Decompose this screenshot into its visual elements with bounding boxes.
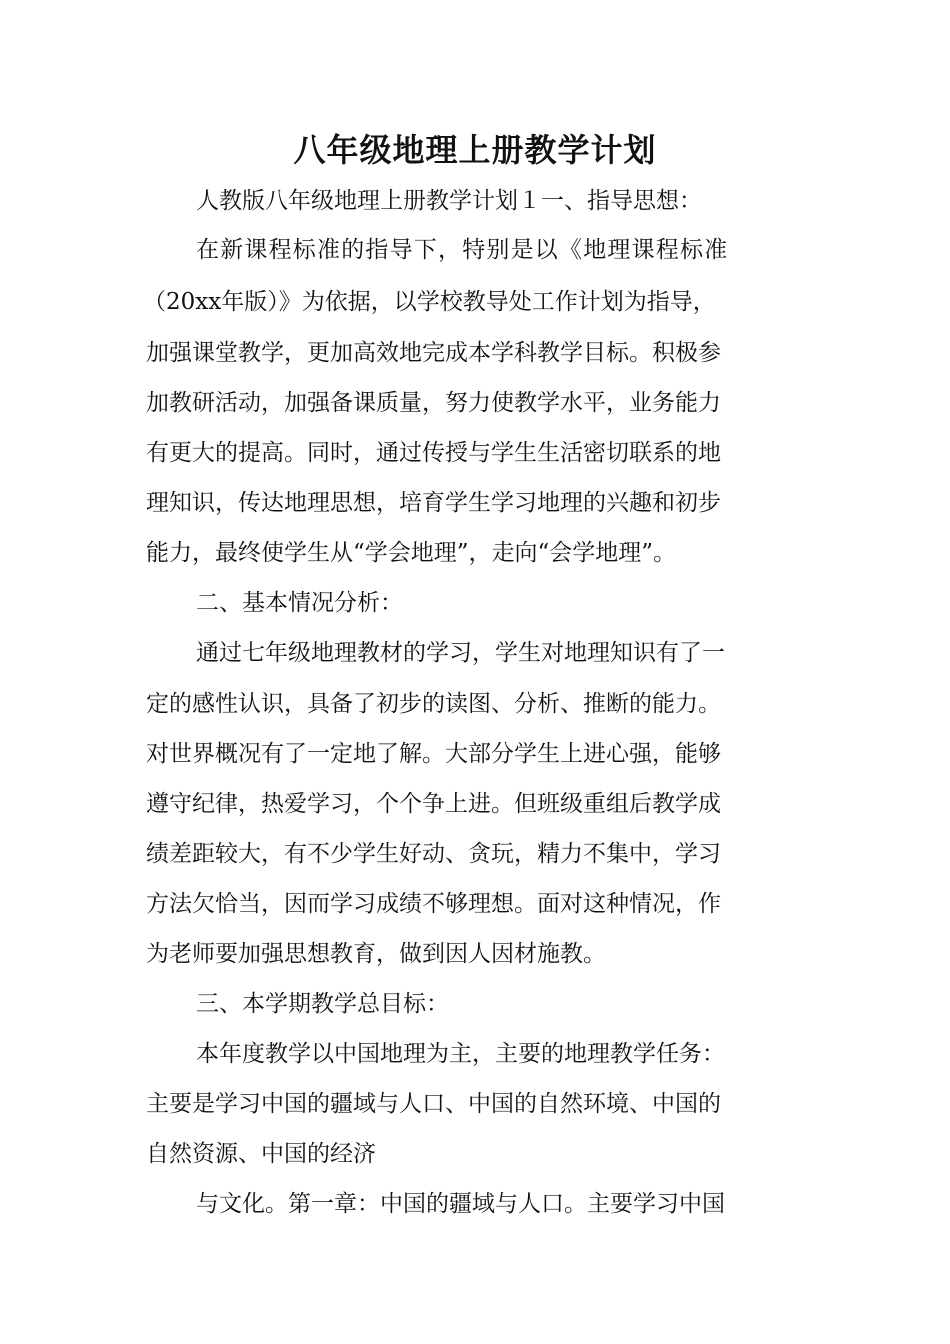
paragraph-line: 人教版八年级地理上册教学计划１一、指导思想： — [196, 188, 702, 214]
paragraph-line: 本年度教学以中国地理为主，主要的地理教学任务： — [196, 1041, 725, 1067]
paragraph-line: 与文化。第一章：中国的疆域与人口。主要学习中国 — [196, 1191, 725, 1217]
paragraph-line: 绩差距较大，有不少学生好动、贪玩，精力不集中，学习 — [146, 841, 721, 867]
paragraph-line: 理知识，传达地理思想，培育学生学习地理的兴趣和初步 — [146, 490, 721, 516]
paragraph-line: 加教研活动，加强备课质量，努力使教学水平，业务能力 — [146, 390, 721, 416]
paragraph-line: 主要是学习中国的疆域与人口、中国的自然环境、中国的 — [146, 1091, 721, 1117]
paragraph-line: 加强课堂教学，更加高效地完成本学科教学目标。积极参 — [146, 340, 721, 366]
paragraph-line: 方法欠恰当，因而学习成绩不够理想。面对这种情况，作 — [146, 891, 721, 917]
paragraph-line: 遵守纪律，热爱学习，个个争上进。但班级重组后教学成 — [146, 791, 721, 817]
paragraph-line: （20xx年版）》为依据，以学校教导处工作计划为指导， — [143, 289, 716, 315]
paragraph-line: 自然资源、中国的经济 — [146, 1141, 376, 1167]
section-heading: 三、本学期教学总目标： — [196, 991, 449, 1017]
paragraph-line: 能力，最终使学生从“学会地理”，走向“会学地理”。 — [146, 540, 677, 566]
document-title: 八年级地理上册教学计划 — [293, 131, 657, 169]
section-heading: 二、基本情况分析： — [196, 590, 403, 616]
paragraph-line: 对世界概况有了一定地了解。大部分学生上进心强，能够 — [146, 741, 721, 767]
paragraph-line: 有更大的提高。同时，通过传授与学生生活密切联系的地 — [146, 440, 721, 466]
paragraph-line: 在新课程标准的指导下，特别是以《地理课程标准 — [196, 237, 729, 263]
paragraph-line: 定的感性认识，具备了初步的读图、分析、推断的能力。 — [146, 691, 721, 717]
paragraph-line: 为老师要加强思想教育，做到因人因材施教。 — [146, 941, 606, 967]
paragraph-line: 通过七年级地理教材的学习，学生对地理知识有了一 — [196, 640, 725, 666]
